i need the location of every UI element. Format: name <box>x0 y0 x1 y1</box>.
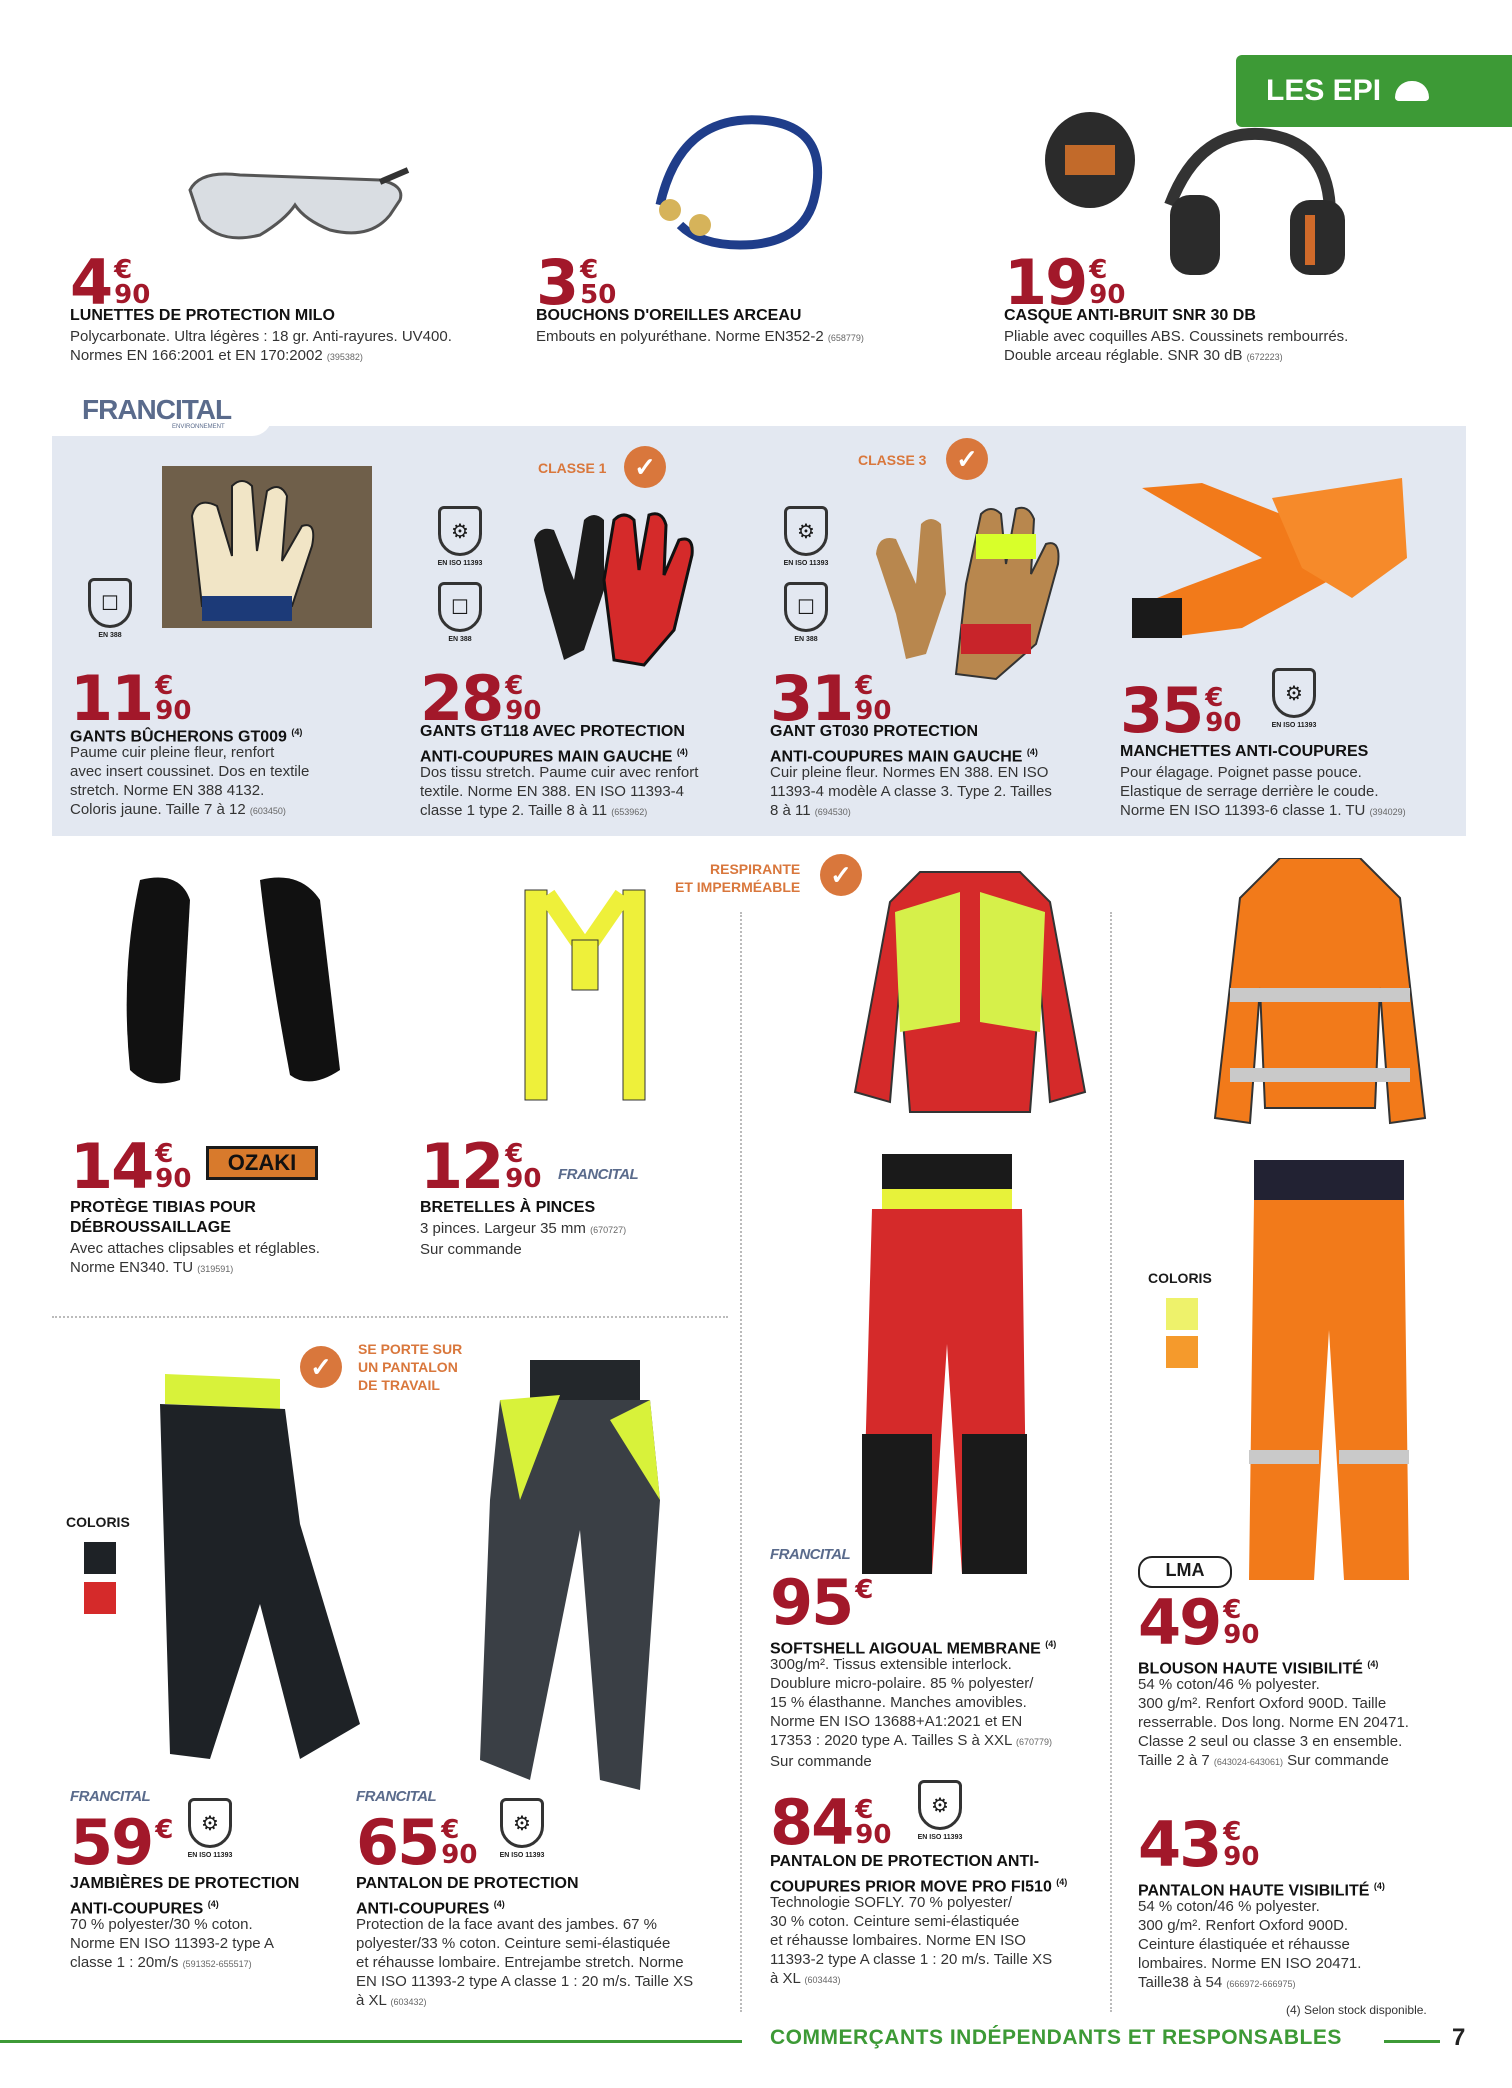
chaps-image <box>150 1364 370 1764</box>
title-text: BLOUSON HAUTE VISIBILITÉ <box>1138 1660 1363 1678</box>
product-desc-gt118 <box>420 763 750 822</box>
footnote-mark: (4) <box>291 727 303 737</box>
desc-line: et réhausse lombaires. Norme EN ISO <box>770 1932 1026 1949</box>
price-tibias <box>70 1130 192 1203</box>
price-bretelles <box>420 1130 542 1203</box>
desc-line: classe 1 type 2. Taille 8 à 11 <box>420 802 608 819</box>
price-cents: 90 <box>505 1164 542 1194</box>
product-title-milo: LUNETTES DE PROTECTION MILO <box>70 307 335 324</box>
price-integer: 84 <box>770 1786 853 1859</box>
desc-line: Coloris jaune. Taille 7 à 12 <box>70 801 246 818</box>
glove-shield-icon: ☐ <box>438 582 482 632</box>
desc-line: Polycarbonate. Ultra légères : 18 gr. Anti-rayures. UV400. <box>70 328 452 345</box>
price-gt030 <box>770 662 892 735</box>
breathable-label <box>668 860 800 896</box>
product-desc-manchettes <box>1120 763 1470 822</box>
prior-move-pants-image <box>852 1154 1032 1574</box>
price-currency: € <box>114 255 133 285</box>
price-currency: € <box>855 671 874 701</box>
price-currency: € <box>855 1575 874 1605</box>
footnote-mark: (4) <box>1056 1877 1068 1887</box>
price-cents: 90 <box>1205 708 1242 738</box>
color-swatch-black[interactable] <box>84 1542 116 1574</box>
ref-code: (319591) <box>197 1264 234 1274</box>
desc-line: Taille 2 à 7 <box>1138 1752 1210 1769</box>
francital-logo: FRANCITAL <box>558 1166 639 1183</box>
wear-over-label <box>358 1340 462 1394</box>
price-manchettes <box>1120 674 1242 747</box>
footnote-mark: (4) <box>1026 747 1038 757</box>
class-badge-label: CLASSE 1 <box>538 460 607 476</box>
price-integer: 14 <box>70 1130 153 1203</box>
hivis-jacket-image <box>1210 858 1430 1128</box>
price-currency: € <box>1205 683 1224 713</box>
product-title-gt118 <box>420 722 688 767</box>
ref-code: (666972-666975) <box>1226 1979 1296 1989</box>
product-title-prior <box>770 1852 1067 1897</box>
ref-code: (670779) <box>1016 1737 1053 1747</box>
title-line: GANT GT030 PROTECTION <box>770 723 979 740</box>
desc-line: 54 % coton/46 % polyester. <box>1138 1676 1320 1693</box>
coloris-label: COLORIS <box>66 1514 130 1530</box>
price-currency: € <box>580 255 599 285</box>
price-integer: 95 <box>770 1566 853 1639</box>
earplugs-image <box>640 105 840 265</box>
title-line: COUPURES PRIOR MOVE PRO FI510 <box>770 1878 1052 1896</box>
product-title-manchettes: MANCHETTES ANTI-COUPURES <box>1120 743 1369 760</box>
title-line: PROTÈGE TIBIAS POUR <box>70 1199 256 1216</box>
price-integer: 49 <box>1138 1586 1221 1659</box>
price-integer: 11 <box>70 662 153 735</box>
cut-sleeves-image <box>1122 478 1412 648</box>
desc-line: Taille38 à 54 <box>1138 1974 1223 1991</box>
title-line: ANTI-COUPURES MAIN GAUCHE <box>420 748 673 766</box>
price-currency: € <box>855 1795 874 1825</box>
norm-label: EN 388 <box>98 632 122 639</box>
price-integer: 65 <box>356 1806 439 1879</box>
price-gt009 <box>70 662 192 735</box>
price-currency: € <box>1089 255 1108 285</box>
chainsaw-shield-icon: ⚙ <box>784 506 828 556</box>
product-desc-prior <box>770 1893 1100 1990</box>
suspenders-image <box>510 880 660 1110</box>
desc-line: Avec attaches clipsables et réglables. <box>70 1240 320 1257</box>
francital-logo-tab <box>52 386 272 436</box>
desc-line: Protection de la face avant des jambes. 67 % <box>356 1916 658 1933</box>
check-icon: ✓ <box>300 1346 342 1388</box>
price-cents: 90 <box>855 1820 892 1850</box>
desc-line: 11393-4 modèle A classe 3. Type 2. Tailles <box>770 783 1052 800</box>
column-divider <box>1110 912 1112 2012</box>
francital-logo: FRANCITAL <box>70 1788 151 1805</box>
price-cents: 90 <box>505 696 542 726</box>
chainsaw-trousers-image <box>460 1360 670 1790</box>
product-desc-softshell <box>770 1655 1100 1771</box>
product-desc-casque <box>1004 327 1444 367</box>
desc-line: 15 % élasthanne. Manches amovibles. <box>770 1694 1027 1711</box>
product-desc-blouson <box>1138 1675 1488 1772</box>
title-text: GANTS BÛCHERONS GT009 <box>70 728 287 746</box>
desc-line: Embouts en polyuréthane. Norme EN352-2 <box>536 328 824 345</box>
ref-code: (603450) <box>249 806 286 816</box>
desc-line: 8 à 11 <box>770 802 811 819</box>
desc-line: Pliable avec coquilles ABS. Coussinets rembourrés. <box>1004 328 1349 345</box>
product-title-casque: CASQUE ANTI-BRUIT SNR 30 DB <box>1004 307 1256 324</box>
ref-code: (653962) <box>611 807 648 817</box>
footnote-mark: (4) <box>676 747 688 757</box>
section-tab-label: LES EPI <box>1266 74 1382 107</box>
desc-line: Sur commande <box>1287 1752 1389 1769</box>
desc-line: Dos tissu stretch. Paume cuir avec renfort <box>420 764 699 781</box>
stock-footnote: (4) Selon stock disponible. <box>1286 2003 1427 2017</box>
norm-badge-en388 <box>86 578 134 644</box>
ref-code: (394029) <box>1369 807 1406 817</box>
softshell-jacket-image <box>850 862 1090 1122</box>
price-currency: € <box>155 1815 174 1845</box>
product-title-bretelles: BRETELLES À PINCES <box>420 1199 596 1216</box>
chainsaw-shield-icon: ⚙ <box>500 1798 544 1848</box>
norm-badge-iso <box>1270 668 1318 734</box>
title-line: DÉBROUSSAILLAGE <box>70 1219 231 1236</box>
glove-shield-icon: ☐ <box>784 582 828 632</box>
desc-line: Norme EN ISO 11393-2 type A <box>70 1935 274 1952</box>
price-softshell <box>770 1566 874 1639</box>
price-cents: 90 <box>114 280 151 310</box>
desc-line: 3 pinces. Largeur 35 mm <box>420 1220 586 1237</box>
norm-badge-iso <box>498 1798 546 1864</box>
price-hvpant <box>1138 1808 1260 1881</box>
chainsaw-shield-icon: ⚙ <box>1272 668 1316 718</box>
ref-code: (603443) <box>804 1975 841 1985</box>
row-divider <box>52 1316 728 1318</box>
title-line: ANTI-COUPURES MAIN GAUCHE <box>770 748 1023 766</box>
desc-line: Doublure micro-polaire. 85 % polyester/ <box>770 1675 1034 1692</box>
norm-label: EN 388 <box>794 636 818 643</box>
title-line: PANTALON DE PROTECTION <box>356 1875 579 1892</box>
desc-line: 300 g/m². Renfort Oxford 900D. Taille <box>1138 1695 1387 1712</box>
gloves-gt030-image <box>866 494 1066 684</box>
page-number: 7 <box>1452 2024 1466 2051</box>
desc-line: Ceinture élastiquée et réhausse <box>1138 1936 1350 1953</box>
desc-line: EN ISO 11393-2 type A classe 1 : 20 m/s. Taille XS <box>356 1973 694 1990</box>
desc-line: Norme EN340. TU <box>70 1259 194 1276</box>
price-cents: 90 <box>1089 280 1126 310</box>
chainsaw-shield-icon: ⚙ <box>438 506 482 556</box>
desc-line: classe 1 : 20m/s <box>70 1954 179 1971</box>
price-integer: 35 <box>1120 674 1203 747</box>
norm-label: EN ISO 11393 <box>437 560 483 567</box>
desc-line: textile. Norme EN 388. EN ISO 11393-4 <box>420 783 685 800</box>
product-title-pantalon <box>356 1874 579 1919</box>
title-line: ANTI-COUPURES <box>356 1900 490 1918</box>
footnote-mark: (4) <box>207 1899 219 1909</box>
title-text: PANTALON HAUTE VISIBILITÉ <box>1138 1882 1370 1900</box>
coloris-label: COLORIS <box>1148 1270 1212 1286</box>
product-desc-jambieres <box>70 1915 350 1974</box>
price-jambieres <box>70 1806 174 1879</box>
desc-line: polyester/33 % coton. Ceinture semi-élastiquée <box>356 1935 671 1952</box>
norm-label: EN ISO 11393 <box>1271 722 1317 729</box>
desc-line: Sur commande <box>770 1753 872 1770</box>
footer-line-right <box>1384 2040 1440 2043</box>
footnote-mark: (4) <box>1367 1659 1379 1669</box>
price-currency: € <box>155 1139 174 1169</box>
price-integer: 59 <box>70 1806 153 1879</box>
ref-code: (591352-655517) <box>182 1959 252 1969</box>
desc-line: Elastique de serrage derrière le coude. <box>1120 783 1379 800</box>
desc-line: lombaires. Norme EN ISO 20471. <box>1138 1955 1362 1972</box>
price-currency: € <box>1223 1595 1242 1625</box>
product-desc-gt009 <box>70 743 370 821</box>
price-currency: € <box>155 671 174 701</box>
badge-line: DE TRAVAIL <box>358 1377 440 1393</box>
price-cents: 90 <box>1223 1842 1260 1872</box>
desc-line: Classe 2 seul ou classe 3 en ensemble. <box>1138 1733 1403 1750</box>
ref-code: (658779) <box>827 333 864 343</box>
desc-line: 300 g/m². Renfort Oxford 900D. <box>1138 1917 1349 1934</box>
price-integer: 3 <box>536 246 578 319</box>
ref-code: (603432) <box>390 1997 427 2007</box>
color-swatch-yellow[interactable] <box>1166 1298 1198 1330</box>
desc-line: Normes EN 166:2001 et EN 170:2002 <box>70 347 323 364</box>
title-line: JAMBIÈRES DE PROTECTION <box>70 1875 300 1892</box>
price-cents: 50 <box>580 280 617 310</box>
price-integer: 31 <box>770 662 853 735</box>
desc-line: 17353 : 2020 type A. Tailles S à XXL <box>770 1732 1012 1749</box>
price-bouchons <box>536 246 617 319</box>
footnote-mark: (4) <box>1045 1639 1057 1649</box>
norm-badge-en388 <box>436 582 484 648</box>
price-cents: 90 <box>155 1164 192 1194</box>
price-pantalon <box>356 1806 478 1879</box>
desc-line: 11393-2 type A classe 1 : 20 m/s. Taille XS <box>770 1951 1053 1968</box>
desc-line: Technologie SOFLY. 70 % polyester/ <box>770 1894 1013 1911</box>
norm-label: EN ISO 11393 <box>783 560 829 567</box>
product-title-gt030 <box>770 722 1038 767</box>
footer-slogan: COMMERÇANTS INDÉPENDANTS ET RESPONSABLES <box>770 2026 1342 2049</box>
desc-line: Paume cuir pleine fleur, renfort <box>70 744 275 761</box>
desc-line: Norme EN ISO 13688+A1:2021 et EN <box>770 1713 1023 1730</box>
color-swatch-orange[interactable] <box>1166 1336 1198 1368</box>
francital-logo: FRANCITAL <box>356 1788 437 1805</box>
desc-line: Pour élagage. Poignet passe pouce. <box>1120 764 1362 781</box>
francital-logo-sub: ENVIRONNEMENT <box>172 424 225 430</box>
shin-guards-image <box>110 870 350 1090</box>
class-badge-label: CLASSE 3 <box>858 452 927 468</box>
price-milo <box>70 246 151 319</box>
norm-label: EN ISO 11393 <box>499 1852 545 1859</box>
hivis-pants-image <box>1244 1160 1414 1580</box>
check-icon: ✓ <box>624 446 666 488</box>
helmet-icon <box>1395 81 1429 101</box>
footnote-mark: (4) <box>1373 1881 1385 1891</box>
product-desc-gt030 <box>770 763 1100 822</box>
product-desc-milo <box>70 327 530 367</box>
ref-code: (670727) <box>590 1225 627 1235</box>
product-title-bouchons: BOUCHONS D'OREILLES ARCEAU <box>536 307 802 324</box>
price-currency: € <box>441 1815 460 1845</box>
desc-line: Double arceau réglable. SNR 30 dB <box>1004 347 1243 364</box>
norm-badge-iso <box>436 506 484 572</box>
badge-line: RESPIRANTE <box>710 861 801 877</box>
norm-label: EN ISO 11393 <box>917 1834 963 1841</box>
ref-code: (395382) <box>326 352 363 362</box>
price-cents: 90 <box>155 696 192 726</box>
price-cents: 90 <box>1223 1620 1260 1650</box>
desc-line: Norme EN ISO 11393-6 classe 1. TU <box>1120 802 1366 819</box>
price-blouson <box>1138 1586 1260 1659</box>
desc-line: stretch. Norme EN 388 4132. <box>70 782 265 799</box>
lma-logo: LMA <box>1138 1556 1232 1588</box>
price-integer: 4 <box>70 246 112 319</box>
ozaki-logo: OZAKI <box>206 1146 318 1180</box>
ref-code: (694530) <box>814 807 851 817</box>
chainsaw-shield-icon: ⚙ <box>918 1780 962 1830</box>
chainsaw-shield-icon: ⚙ <box>188 1798 232 1848</box>
title-text: SOFTSHELL AIGOUAL MEMBRANE <box>770 1640 1041 1658</box>
price-integer: 19 <box>1004 246 1087 319</box>
desc-line: 30 % coton. Ceinture semi-élastiquée <box>770 1913 1020 1930</box>
price-gt118 <box>420 662 542 735</box>
norm-badge-iso <box>916 1780 964 1846</box>
desc-line: Cuir pleine fleur. Normes EN 388. EN ISO <box>770 764 1049 781</box>
footer-line-left <box>0 2040 742 2043</box>
norm-badge-iso <box>186 1798 234 1864</box>
desc-line: avec insert coussinet. Dos en textile <box>70 763 310 780</box>
price-integer: 28 <box>420 662 503 735</box>
color-swatch-red[interactable] <box>84 1582 116 1614</box>
price-currency: € <box>505 671 524 701</box>
price-integer: 12 <box>420 1130 503 1203</box>
title-line: ANTI-COUPURES <box>70 1900 204 1918</box>
francital-logo: FRANCITAL <box>82 394 232 425</box>
desc-line: Sur commande <box>420 1241 522 1258</box>
gloves-gt009-image <box>162 466 372 628</box>
norm-badge-en388 <box>782 582 830 648</box>
column-divider <box>740 912 742 2012</box>
title-line: GANTS GT118 AVEC PROTECTION <box>420 723 685 740</box>
price-integer: 43 <box>1138 1808 1221 1881</box>
price-casque <box>1004 246 1126 319</box>
desc-line: 54 % coton/46 % polyester. <box>1138 1898 1320 1915</box>
product-desc-bouchons <box>536 327 976 348</box>
badge-line: ET IMPERMÉABLE <box>675 879 801 895</box>
product-title-jambieres <box>70 1874 299 1919</box>
ref-code: (672223) <box>1246 352 1283 362</box>
badge-line: UN PANTALON <box>358 1359 458 1375</box>
product-desc-hvpant <box>1138 1897 1488 1994</box>
norm-label: EN ISO 11393 <box>187 1852 233 1859</box>
norm-badge-iso <box>782 506 830 572</box>
safety-glasses-image <box>180 160 410 260</box>
badge-line: SE PORTE SUR <box>358 1341 463 1357</box>
price-cents: 90 <box>441 1840 478 1870</box>
price-currency: € <box>505 1139 524 1169</box>
ref-code: (643024-643061) <box>1213 1757 1283 1767</box>
desc-line: 70 % polyester/30 % coton. <box>70 1916 253 1933</box>
norm-label: EN 388 <box>448 636 472 643</box>
footnote-mark: (4) <box>493 1899 505 1909</box>
gloves-gt118-image <box>524 500 704 675</box>
desc-line: et réhausse lombaire. Entrejambe stretch. Norme <box>356 1954 684 1971</box>
price-currency: € <box>1223 1817 1242 1847</box>
product-desc-bretelles <box>420 1219 720 1259</box>
price-prior <box>770 1786 892 1859</box>
desc-line: à XL <box>770 1970 801 1987</box>
francital-logo: FRANCITAL <box>770 1546 851 1563</box>
product-desc-tibias <box>70 1239 390 1279</box>
desc-line: à XL <box>356 1992 387 2009</box>
product-title-tibias <box>70 1198 256 1238</box>
product-desc-pantalon <box>356 1915 736 2012</box>
price-cents: 90 <box>855 696 892 726</box>
glove-shield-icon: ☐ <box>88 578 132 628</box>
title-line: PANTALON DE PROTECTION ANTI- <box>770 1853 1040 1870</box>
check-icon: ✓ <box>820 854 862 896</box>
desc-line: 300g/m². Tissus extensible interlock. <box>770 1656 1012 1673</box>
check-icon: ✓ <box>946 438 988 480</box>
desc-line: resserrable. Dos long. Norme EN 20471. <box>1138 1714 1409 1731</box>
